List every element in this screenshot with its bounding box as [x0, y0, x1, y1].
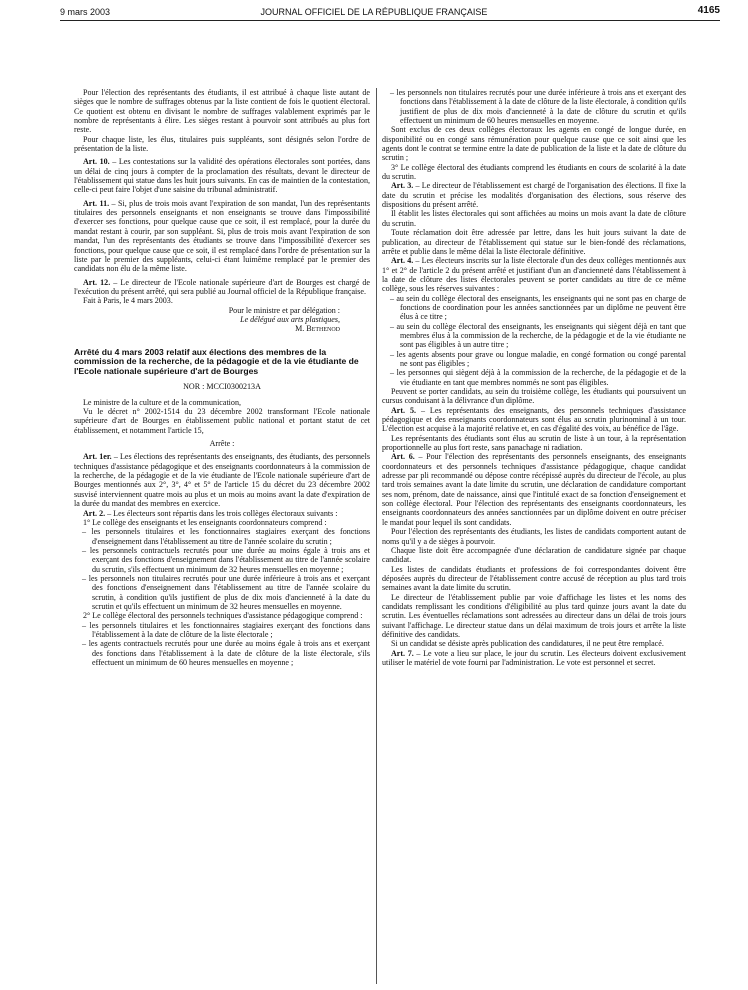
article-label: Art. 5. [391, 405, 417, 415]
article-5 [382, 406, 686, 434]
paragraph: Toute réclamation doit être adressée par lettre, dans les huit jours suivant la date de publication, au directeur de l'établissement qui statue sur le bien-fondé des réclamations, arrête et publie dans le même délai la liste électorale définitive. [382, 228, 686, 256]
article-label: Art. 6. [391, 452, 415, 462]
list-item: – au sein du collège électoral des enseignants, les enseignants qui siègent déjà en tant que membres élus à la commission de la recherche, de la pédagogie et de la vie étudiante ne sont pas éligibles à un autre titre ; [390, 321, 686, 350]
paragraph: Le directeur de l'établissement publie par voie d'affichage les listes et les noms des candidats remplissant les conditions d'éligibilité au plus tard quinze jours avant la date du scrutin. Les éventuelles réclamations sont adressées au directeur dans un délai de trois jours suivant l'affichage. Le directeur statue dans un délai maximum de trois jours et arrête la liste définitive des candidats. [382, 592, 686, 639]
header-journal-title: JOURNAL OFFICIEL DE LA RÉPUBLIQUE FRANÇAISE [260, 7, 488, 17]
paragraph: Pour chaque liste, les élus, titulaires puis suppléants, sont désignés selon l'ordre de présentation de la liste. [74, 134, 370, 154]
article-label: Art. 3. [391, 181, 414, 191]
paragraph: Sont exclus de ces deux collèges électoraux les agents en congé de longue durée, en disponibilité ou en congé sans rémunération pour quelque cause que ce soit ainsi que les agents dont le contrat se termine entre la date de publication de la liste et la date de clôture du scrutin ; [382, 125, 686, 163]
article-7 [382, 649, 686, 668]
article-text: – Pour l'élection des représentants des personnels enseignants, des enseignants coordonnateurs et des personnels techniques d'assistance pédagogique, chaque candidat adresse par pli recommandé ou dépose contre récépissé auprès du directeur de l'école, au plus tard trois semaines avant la date limite du scrutin, une déclaration de candidature comportant ses nom, prénom, date de naissance, ainsi que l'intitulé exact de sa fonction d'enseignement et son collège électoral. Pour l'élection des représentants des enseignants coordonnateurs, les enseignants coordonnateurs des années sanctionnées par un diplôme doivent en outre préciser le mandat pour lequel ils sont candidats. [382, 452, 686, 527]
decree-title: Arrêté du 4 mars 2003 relatif aux élections des membres de la commission de la recherche, de la pédagogie et de la vie étudiante de l'Ecole nationale supérieure d'art de Bourges [74, 346, 359, 376]
list-item: – les personnes qui siègent déjà à la commission de la recherche, de la pédagogie et de la vie étudiante en tant que membres nommés ne sont pas éligibles. [390, 368, 686, 387]
paragraph: 3° Le collège électoral des étudiants comprend les étudiants en cours de scolarité à la date du scrutin. [382, 162, 686, 182]
college-2: 2° Le collège électoral des personnels techniques d'assistance pédagogique comprend : [83, 611, 363, 621]
article-label: Art. 11. [83, 198, 110, 208]
paragraph: Si un candidat se désiste après publication des candidatures, il ne peut être remplacé. [391, 639, 664, 649]
article-text: – Les électeurs inscrits sur la liste électorale d'un des deux collèges mentionnés aux 1° et 2° de l'article 2 du présent arrêté et justifiant d'un an d'ancienneté dans l'établissement à la date de clôture des listes électorales peuvent se porter candidats au titre de ce même collège, sous les réserves suivantes : [382, 256, 687, 294]
article-label: Art. 10. [83, 157, 110, 167]
paragraph: Chaque liste doit être accompagnée d'une déclaration de candidature signée par chaque candidat. [382, 545, 686, 565]
article-6 [382, 452, 686, 527]
signature-line-1: Pour le ministre et par délégation : [228, 305, 340, 315]
list-item: – les personnels titulaires et les fonctionnaires stagiaires exerçant des fonctions dans l'établissement à la date de clôture de la liste électorale ; [82, 620, 370, 639]
article-3 [382, 181, 686, 209]
article-1 [74, 452, 370, 508]
article-text: – Si, plus de trois mois avant l'expiration de son mandat, l'un des représentants titulaires des personnels enseignants et non enseignants se trouve dans l'impossibilité d'exercer ses fonctions, pour quelque cause que ce soit, il est remplacé, pour la durée du mandat restant à courir, par son suppléant. Si, plus de trois mois avant l'expiration de son mandat, l'un des représentants des étudiants se trouve dans l'impossibilité d'exercer ses fonctions, pour quelque cause que ce soit, il est remplacé dans l'ordre de présentation sur la liste par le premier des suppléants, celui-ci étant luimême remplacé par le premier des candidats non élu de la même liste. [74, 198, 370, 274]
article-label: Art. 1er. [83, 452, 112, 462]
article-text: – Les représentants des enseignants, des personnels techniques d'assistance pédagogique et des enseignants coordonnateurs sont élus au scrutin plurinominal à un tour. L'élection est acquise à la majorité relative et, en cas d'égalité des voix, au bénéfice de l'âge. [382, 405, 686, 434]
paragraph: Peuvent se porter candidats, au sein du troisième collège, les étudiants qui poursuivent un cursus conduisant à la délivrance d'un diplôme. [382, 387, 686, 406]
paragraph: Les listes de candidats étudiants et professions de foi correspondantes doivent être déposées auprès du directeur de l'établissement contre accusé de réception au plus tard trois semaines avant la date limite du scrutin. [382, 564, 686, 593]
article-label: Art. 4. [391, 256, 414, 266]
header-rule [60, 20, 720, 21]
article-label: Art. 7. [391, 648, 414, 658]
list-item: – les personnels titulaires et les fonctionnaires stagiaires exerçant des fonctions d'enseignement dans l'établissement au titre de l'année scolaire du scrutin ; [82, 527, 370, 546]
article-text: – Les contestations sur la validité des opérations électorales sont portées, dans un délai de cinq jours à compter de la proclamation des résultats, devant le directeur de l'établissement qui statue dans les huit jours suivants. En cas de maintien de la contestation, celle-ci peut faire l'objet d'une saisine du tribunal administratif. [74, 157, 370, 195]
list-item: – les personnels non titulaires recrutés pour une durée inférieure à trois ans et exerçant des fonctions d'enseignement dans l'établissement au titre de l'année scolaire du scrutin, à condition qu'ils justifient de plus de dix mois d'ancienneté à la date du scrutin et qu'ils effectuent un minimum de 32 heures mensuelles en moyenne. [82, 573, 370, 611]
paragraph: Pour l'élection des représentants des étudiants, les listes de candidats comportent autant de noms qu'il y a de sièges à pourvoir. [382, 527, 686, 546]
article-4 [382, 256, 686, 293]
signature-name: M. Bethenod [295, 324, 340, 334]
college-1: 1° Le collège des enseignants et les enseignants coordonnateurs comprend : [83, 517, 327, 527]
fait-a-paris: Fait à Paris, le 4 mars 2003. [83, 296, 173, 306]
list-item: – les personnels non titulaires recrutés pour une durée inférieure à trois ans et exerçant des fonctions dans l'établissement à la date de clôture de la liste électorale, à condition qu'ils justifient de plus de dix mois d'ancienneté à la date de clôture du scrutin et qu'ils effectuent un minimum de 60 heures mensuelles en moyenne. [390, 88, 686, 126]
article-text: – Les électeurs sont répartis dans les trois collèges électoraux suivants : [105, 508, 338, 518]
header-page-number: 4165 [697, 5, 720, 16]
article-text: – Le vote a lieu sur place, le jour du scrutin. Les électeurs doivent exclusivement utiliser le matériel de vote fourni par l'administration. Le vote est personnel et secret. [382, 648, 686, 667]
list-item: – les agents absents pour grave ou longue maladie, en congé formation ou congé parental ne sont pas éligibles ; [390, 349, 686, 368]
article-text: – Le directeur de l'Ecole nationale supérieure d'art de Bourges est chargé de l'exécution du présent arrêté, qui sera publié au Journal officiel de la République française. [74, 277, 370, 296]
paragraph: Le ministre de la culture et de la communication, [83, 397, 241, 407]
right-column [382, 88, 686, 667]
article-11 [74, 199, 370, 274]
arrete-heading: Arrête : [209, 439, 235, 449]
article-4-list [382, 294, 686, 387]
article-label: Art. 2. [83, 508, 106, 518]
college-2-list [74, 621, 370, 668]
left-column [74, 88, 370, 667]
signature-line-2: Le délégué aux arts plastiques, [240, 314, 340, 324]
article-2 [74, 509, 370, 518]
paragraph: Il établit les listes électorales qui sont affichées au moins un mois avant la date de clôture du scrutin. [382, 209, 686, 228]
header-date: 9 mars 2003 [60, 7, 111, 17]
article-label: Art. 12. [83, 277, 111, 287]
column-divider [376, 88, 377, 984]
article-10 [74, 157, 370, 194]
nor-reference: NOR : MCCI0300213A [183, 382, 261, 392]
paragraph: Les représentants des étudiants sont élus au scrutin de liste à un tour, à la représentation proportionnelle au plus fort reste, sans panachage ni radiation. [382, 433, 686, 453]
college-1-list [74, 527, 370, 611]
list-item: – les personnels contractuels recrutés pour une durée au moins égale à trois ans et exerçant des fonctions d'enseignement dans l'établissement au titre de l'année scolaire du scrutin, s'ils effectuent un minimum de 32 heures mensuelles en moyenne ; [82, 545, 370, 574]
list-item: – au sein du collège électoral des enseignants, les enseignants qui ne sont pas en charge de fonctions de coordination pour les années sanctionnées par un diplôme ne peuvent être élus à ce titre ; [390, 293, 686, 322]
list-item: – les agents contractuels recrutés pour une durée au moins égale à trois ans et exerçant des fonctions dans l'établissement à la date de clôture de la liste électorale, s'ils effectuent un minimum de 60 heures mensuelles en moyenne ; [82, 639, 370, 667]
paragraph: Vu le décret n° 2002-1514 du 23 décembre 2002 transformant l'Ecole nationale supérieure d'art de Bourges en établissement public national et portant statut de cet établissement, et notamment l'article 15, [74, 407, 370, 435]
paragraph: Pour l'élection des représentants des étudiants, il est attribué à chaque liste autant de sièges que le nombre de suffrages obtenus par la liste contient de fois le quotient électoral. Ce quotient est obtenu en divisant le nombre de suffrages valablement exprimés par le nombre de représentants à élire. Les sièges restant à pourvoir sont attribués au plus fort reste. [74, 88, 370, 135]
article-text: – Les élections des représentants des enseignants, des étudiants, des personnels techniques d'assistance pédagogique et des enseignants coordonnateurs à la commission de la recherche, de la pédagogie et de la vie étudiante de l'Ecole nationale supérieure d'art de Bourges mentionnés aux 2°, 3°, 4° et 5° de l'article 15 du décret du 23 décembre 2002 susvisé interviennent quatre mois au plus et un mois au moins avant la date d'expiration de la durée du mandat des membres en exercice. [74, 452, 370, 509]
article-12 [74, 278, 370, 297]
article-text: – Le directeur de l'établissement est chargé de l'organisation des élections. Il fixe la date du scrutin et précise les modalités d'organisation des élections, sous réserve des dispositions du présent arrêté. [382, 181, 686, 210]
college-2-list-continued [382, 88, 686, 125]
